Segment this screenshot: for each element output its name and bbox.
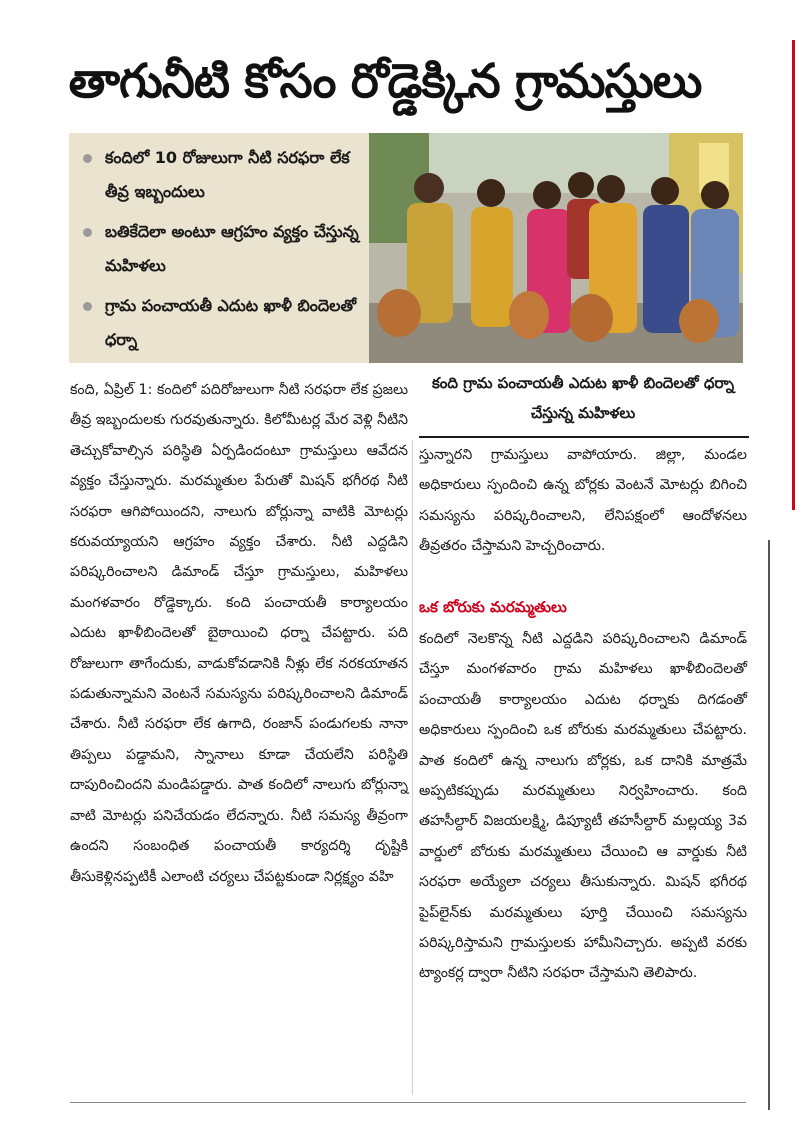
bullet-text: బతికేదెలా అంటూ ఆగ్రహం వ్యక్తం చేస్తున్న మహిళలు: [105, 222, 359, 275]
bullet-item: [83, 141, 363, 209]
caption-underline: [419, 436, 749, 438]
protest-photo: [369, 133, 743, 363]
bullet-summary-box: [69, 133, 369, 363]
bullet-dot-icon: [83, 302, 92, 311]
right-edge-red-rule: [792, 40, 795, 510]
bullet-item: [83, 289, 363, 357]
right-edge-dark-rule: [768, 540, 770, 1110]
article-body-right-column-bottom: కందిలో నెలకొన్న నీటి ఎద్దడిని పరిష్కరించాలని డిమాండ్ చేస్తూ మంగళవారం గ్రామ మహిళలు ఖాళీబిందెలతో పంచాయతీ కార్యాలయం ఎదుట ధర్నాకు దిగడంతో అధికారులు స్పందించి ఒక బోరుకు మరమ్మతులు చేపట్టారు. పాత కందిలో ఉన్న నాలుగు బోర్లకు, ఒక దానికి మాత్రమే అప్పటికప్పుడు మరమ్మతులు నిర్వహించారు. కంది తహసీల్దార్ విజయలక్ష్మి, డిప్యూటీ తహసీల్దార్ మల్లయ్య 3వ వార్డులో బోరుకు మరమ్మతులు చేయించి ఆ వార్డుకు నీటి సరఫరా అయ్యేలా చర్యలు తీసుకున్నారు. మిషన్ భగీరథ పైప్‌లైన్‌కు మరమ్మతులు పూర్తి చేయించి సమస్యను పరిష్కరిస్తామని గ్రామస్తులకు హామీనిచ్చారు. అప్పటి వరకు ట్యాంకర్ల ద్వారా నీటిని సరఫరా చేస్తామని తెలిపారు.: [419, 631, 747, 982]
bullet-text: గ్రామ పంచాయతీ ఎదుట ఖాళీ బిందెలతో ధర్నా: [105, 296, 357, 349]
article-body-left-column: కంది, ఏప్రిల్ 1: కందిలో పదిరోజులుగా నీటి సరఫరా లేక ప్రజలు తీవ్ర ఇబ్బందులకు గురవుతున్నారు. కిలోమీటర్ల మేర వెళ్లి నీటిని తెచ్చుకోవాల్సిన పరిస్థితి ఏర్పడిందంటూ గ్రామస్తులు ఆవేదన వ్యక్తం చేస్తున్నారు. మరమ్మతుల పేరుతో మిషన్ భగీరథ నీటి సరఫరా ఆగిపోయిందని, నాలుగు బోర్లున్నా వాటికి మోటర్లు కరువయ్యాయని ఆగ్రహం వ్యక్తం చేశారు. నీటి ఎద్దడిని పరిష్కరించాలని డిమాండ్ చేస్తూ గ్రామస్తులు, మహిళలు మంగళవారం రోడ్డెక్కారు. కంది పంచాయతీ కార్యాలయం ఎదుట ఖాళీబిందెలతో బైఠాయించి ధర్నా చేపట్టారు. పది రోజులుగా తాగేందుకు, వాడుకోవడానికి నీళ్లు లేక నరకయాతన పడుతున్నామని వెంటనే సమస్యను పరిష్కరించాలని డిమాండ్ చేశారు. నీటి సరఫరా లేక ఉగాది, రంజాన్ పండుగలకు నానా తిప్పలు పడ్డామని, స్నానాలు కూడా చేయలేని పరిస్థితి దాపురించిందని మండిపడ్డారు. పాత కందిలో నాలుగు బోర్లున్నా వాటి మోటర్లు పనిచేయడం లేదన్నారు. నీటి సమస్య తీవ్రంగా ఉందని సంబంధిత పంచాయతీ కార్యదర్శి దృష్టికి తీసుకెళ్లినప్పటికీ ఎలాంటి చర్యలు చేపట్టకుండా నిర్లక్ష్యం వహి: [70, 382, 408, 885]
article-body-right-column-top: స్తున్నారని గ్రామస్తులు వాపోయారు. జిల్లా, మండల అధికారులు స్పందించి ఉన్న బోర్లకు వెంటనే మోటర్లు బిగించి సమస్యను పరిష్కరించాలని, లేనిపక్షంలో ఆందోళనలు తీవ్రతరం చేస్తామని హెచ్చరించారు.: [419, 447, 747, 555]
headline: తాగునీటి కోసం రోడ్డెక్కిన గ్రామస్తులు: [68, 54, 702, 109]
column-divider: [412, 440, 413, 1095]
protest-photo-illustration: [369, 133, 743, 363]
bullet-item: [83, 215, 363, 283]
bullet-text: కందిలో 10 రోజులుగా నీటి సరఫరా లేక తీవ్ర ఇబ్బందులు: [105, 148, 350, 201]
bottom-rule: [70, 1102, 746, 1103]
bullet-dot-icon: [83, 154, 92, 163]
bullet-dot-icon: [83, 228, 92, 237]
photo-caption: కంది గ్రామ పంచాయతీ ఎదుట ఖాళీ బిందెలతో ధర్నా చేస్తున్న మహిళలు: [431, 374, 735, 422]
section-subheading: ఒక బోరుకు మరమ్మతులు: [419, 598, 567, 616]
